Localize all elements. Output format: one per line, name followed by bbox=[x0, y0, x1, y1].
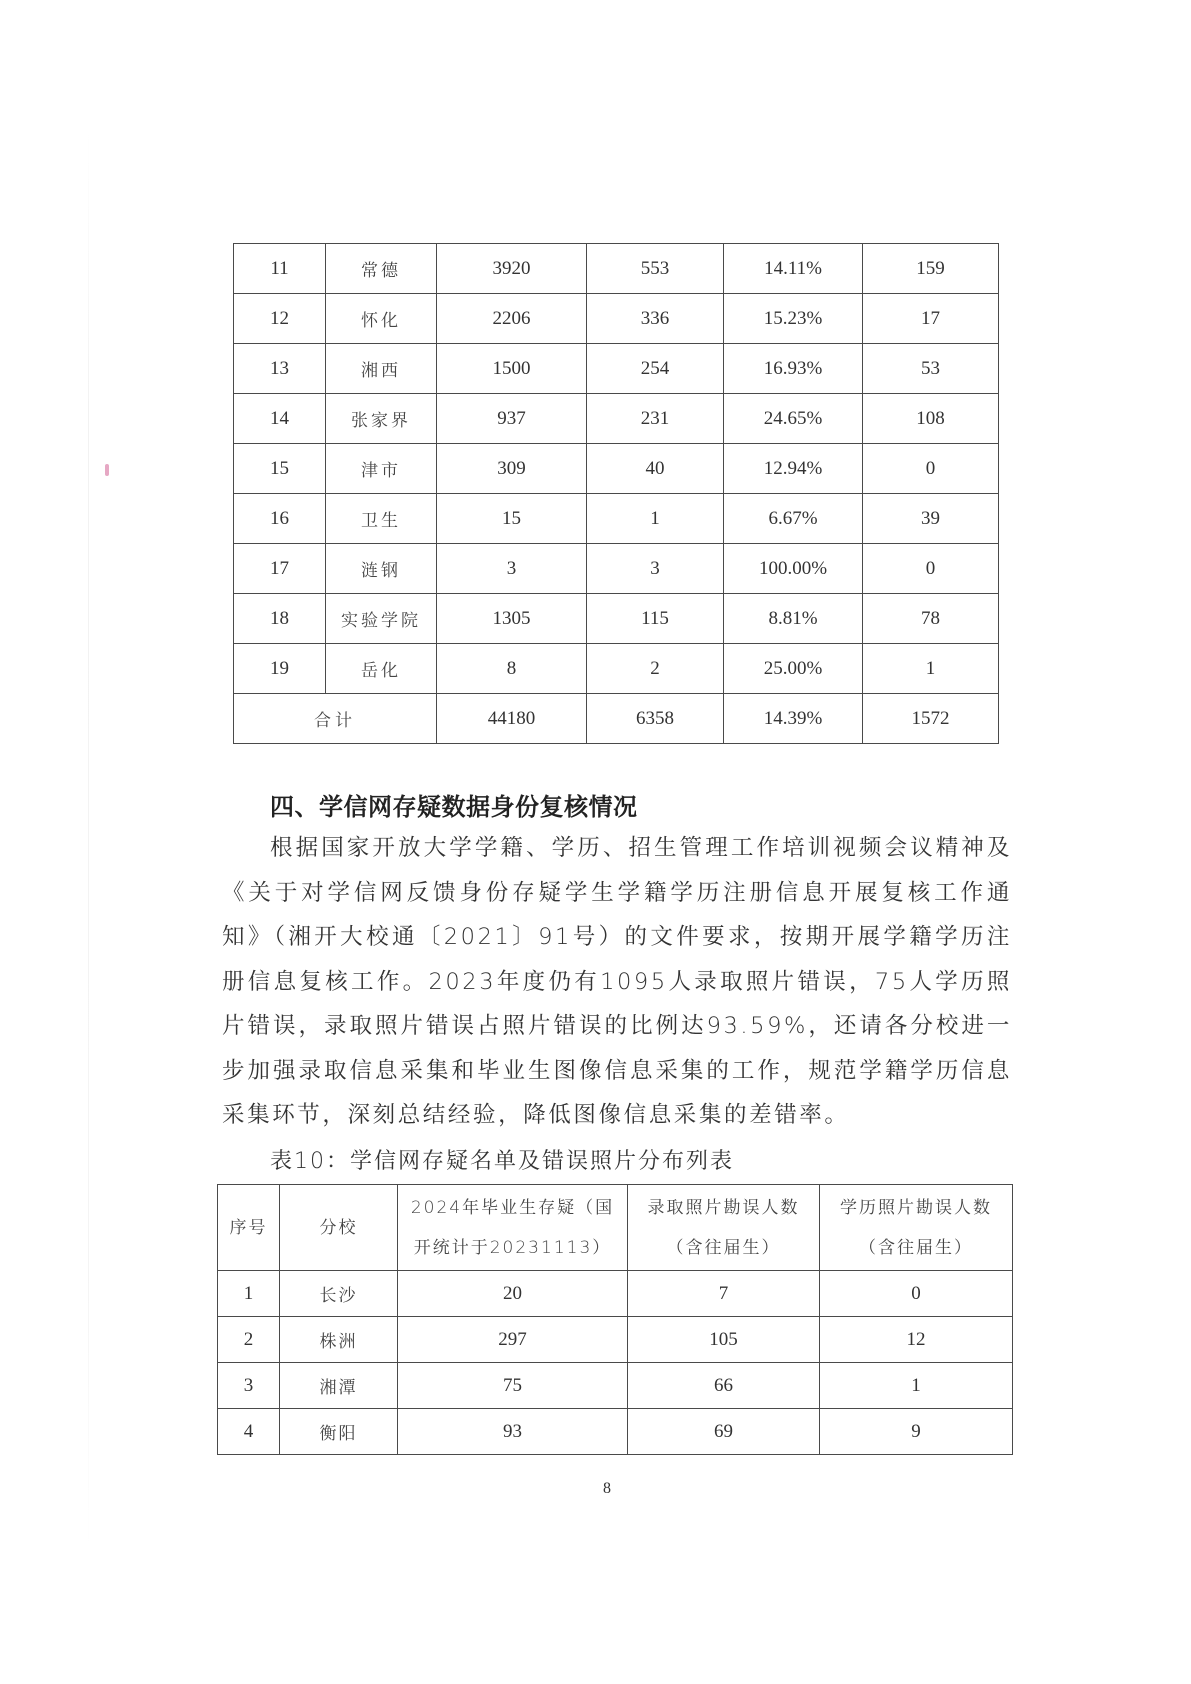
cell-value-3: 53 bbox=[863, 344, 999, 394]
cell-no: 12 bbox=[234, 294, 326, 344]
cell-value-3: 78 bbox=[863, 594, 999, 644]
cell-total-value-3: 1572 bbox=[863, 694, 999, 744]
cell-branch: 涟钢 bbox=[326, 544, 437, 594]
section-heading: 四、学信网存疑数据身份复核情况 bbox=[270, 793, 638, 821]
table-row bbox=[234, 294, 999, 344]
cell-value-2: 40 bbox=[587, 444, 724, 494]
cell-no: 4 bbox=[218, 1409, 280, 1455]
cell-no: 1 bbox=[218, 1271, 280, 1317]
table-row bbox=[218, 1271, 1013, 1317]
cell-admission-errors: 105 bbox=[628, 1317, 820, 1363]
cell-no: 14 bbox=[234, 394, 326, 444]
cell-no: 11 bbox=[234, 244, 326, 294]
cell-branch: 岳化 bbox=[326, 644, 437, 694]
cell-suspect: 93 bbox=[398, 1409, 628, 1455]
header-admission-line2: （含往届生） bbox=[666, 1237, 781, 1258]
table-row bbox=[234, 644, 999, 694]
cell-value-2: 115 bbox=[587, 594, 724, 644]
cell-no: 17 bbox=[234, 544, 326, 594]
cell-total-value-1: 44180 bbox=[437, 694, 587, 744]
cell-value-2: 2 bbox=[587, 644, 724, 694]
table-row bbox=[234, 344, 999, 394]
cell-rate: 15.23% bbox=[724, 294, 863, 344]
cell-admission-errors: 66 bbox=[628, 1363, 820, 1409]
cell-value-3: 0 bbox=[863, 444, 999, 494]
table-row bbox=[234, 444, 999, 494]
cell-rate: 12.94% bbox=[724, 444, 863, 494]
cell-value-3: 159 bbox=[863, 244, 999, 294]
suspect-photo-error-table bbox=[217, 1184, 1013, 1455]
cell-no: 19 bbox=[234, 644, 326, 694]
cell-degree-errors: 1 bbox=[820, 1363, 1013, 1409]
cell-branch: 株洲 bbox=[280, 1317, 398, 1363]
cell-value-1: 15 bbox=[437, 494, 587, 544]
scan-edge-shadow bbox=[88, 130, 89, 1550]
cell-branch: 实验学院 bbox=[326, 594, 437, 644]
cell-no: 3 bbox=[218, 1363, 280, 1409]
cell-value-1: 3920 bbox=[437, 244, 587, 294]
header-admission-photo bbox=[628, 1185, 820, 1271]
cell-value-2: 254 bbox=[587, 344, 724, 394]
cell-value-2: 231 bbox=[587, 394, 724, 444]
page-number: 8 bbox=[603, 1480, 611, 1497]
section-paragraph: 根据国家开放大学学籍、学历、招生管理工作培训视频会议精神及《关于对学信网反馈身份存疑学生学籍学历注册信息开展复核工作通知》（湘开大校通〔2021〕91号）的文件要求，按期开展学籍学历注册信息复核工作。2023年度仍有1095人录取照片错误，75人学历照片错误，录取照片错误占照片错误的比例达93.59%，还请各分校进一步加强录取信息采集和毕业生图像信息采集的工作，规范学籍学历信息采集环节，深刻总结经验，降低图像信息采集的差错率。 bbox=[222, 835, 1012, 1128]
cell-branch: 怀化 bbox=[326, 294, 437, 344]
cell-degree-errors: 9 bbox=[820, 1409, 1013, 1455]
header-suspect-line1: 2024年毕业生存疑（国 bbox=[410, 1197, 615, 1218]
cell-rate: 8.81% bbox=[724, 594, 863, 644]
cell-value-1: 309 bbox=[437, 444, 587, 494]
cell-suspect: 20 bbox=[398, 1271, 628, 1317]
cell-value-1: 1500 bbox=[437, 344, 587, 394]
cell-rate: 6.67% bbox=[724, 494, 863, 544]
cell-total-value-2: 6358 bbox=[587, 694, 724, 744]
cell-rate: 100.00% bbox=[724, 544, 863, 594]
cell-no: 15 bbox=[234, 444, 326, 494]
cell-value-2: 1 bbox=[587, 494, 724, 544]
table-caption: 表10：学信网存疑名单及错误照片分布列表 bbox=[270, 1149, 734, 1174]
table-row bbox=[234, 394, 999, 444]
cell-value-2: 336 bbox=[587, 294, 724, 344]
cell-degree-errors: 0 bbox=[820, 1271, 1013, 1317]
table-header-row bbox=[218, 1185, 1013, 1271]
table-row bbox=[218, 1363, 1013, 1409]
cell-value-3: 39 bbox=[863, 494, 999, 544]
cell-value-3: 0 bbox=[863, 544, 999, 594]
cell-value-1: 8 bbox=[437, 644, 587, 694]
cell-admission-errors: 7 bbox=[628, 1271, 820, 1317]
cell-branch: 衡阳 bbox=[280, 1409, 398, 1455]
table-row bbox=[234, 244, 999, 294]
table-row bbox=[234, 544, 999, 594]
cell-no: 13 bbox=[234, 344, 326, 394]
header-degree-line1: 学历照片勘误人数 bbox=[840, 1197, 992, 1218]
cell-rate: 16.93% bbox=[724, 344, 863, 394]
header-suspect bbox=[398, 1185, 628, 1271]
header-degree-photo bbox=[820, 1185, 1013, 1271]
header-branch: 分校 bbox=[280, 1185, 398, 1271]
cell-degree-errors: 12 bbox=[820, 1317, 1013, 1363]
cell-value-3: 17 bbox=[863, 294, 999, 344]
cell-branch: 卫生 bbox=[326, 494, 437, 544]
cell-value-1: 2206 bbox=[437, 294, 587, 344]
cell-branch: 湘西 bbox=[326, 344, 437, 394]
header-suspect-line2: 开统计于20231113） bbox=[413, 1237, 612, 1258]
cell-no: 16 bbox=[234, 494, 326, 544]
cell-rate: 25.00% bbox=[724, 644, 863, 694]
cell-branch: 长沙 bbox=[280, 1271, 398, 1317]
cell-suspect: 297 bbox=[398, 1317, 628, 1363]
cell-no: 2 bbox=[218, 1317, 280, 1363]
cell-admission-errors: 69 bbox=[628, 1409, 820, 1455]
cell-total-rate: 14.39% bbox=[724, 694, 863, 744]
header-admission-line1: 录取照片勘误人数 bbox=[647, 1197, 800, 1218]
cell-branch: 张家界 bbox=[326, 394, 437, 444]
cell-value-2: 3 bbox=[587, 544, 724, 594]
cell-suspect: 75 bbox=[398, 1363, 628, 1409]
header-degree-line2: （含往届生） bbox=[859, 1237, 973, 1258]
cell-value-1: 1305 bbox=[437, 594, 587, 644]
cell-rate: 14.11% bbox=[724, 244, 863, 294]
cell-value-1: 937 bbox=[437, 394, 587, 444]
table-total-row bbox=[234, 694, 999, 744]
table-row bbox=[234, 594, 999, 644]
cell-branch: 津市 bbox=[326, 444, 437, 494]
cell-no: 18 bbox=[234, 594, 326, 644]
cell-value-2: 553 bbox=[587, 244, 724, 294]
cell-branch: 常德 bbox=[326, 244, 437, 294]
table-row bbox=[234, 494, 999, 544]
table-row bbox=[218, 1317, 1013, 1363]
cell-value-1: 3 bbox=[437, 544, 587, 594]
cell-total-label: 合计 bbox=[234, 694, 437, 744]
cell-rate: 24.65% bbox=[724, 394, 863, 444]
cell-value-3: 108 bbox=[863, 394, 999, 444]
header-no: 序号 bbox=[218, 1185, 280, 1271]
cell-value-3: 1 bbox=[863, 644, 999, 694]
table-row bbox=[218, 1409, 1013, 1455]
scan-ink-mark bbox=[105, 464, 109, 476]
branch-statistics-table-continued bbox=[233, 243, 999, 744]
cell-branch: 湘潭 bbox=[280, 1363, 398, 1409]
